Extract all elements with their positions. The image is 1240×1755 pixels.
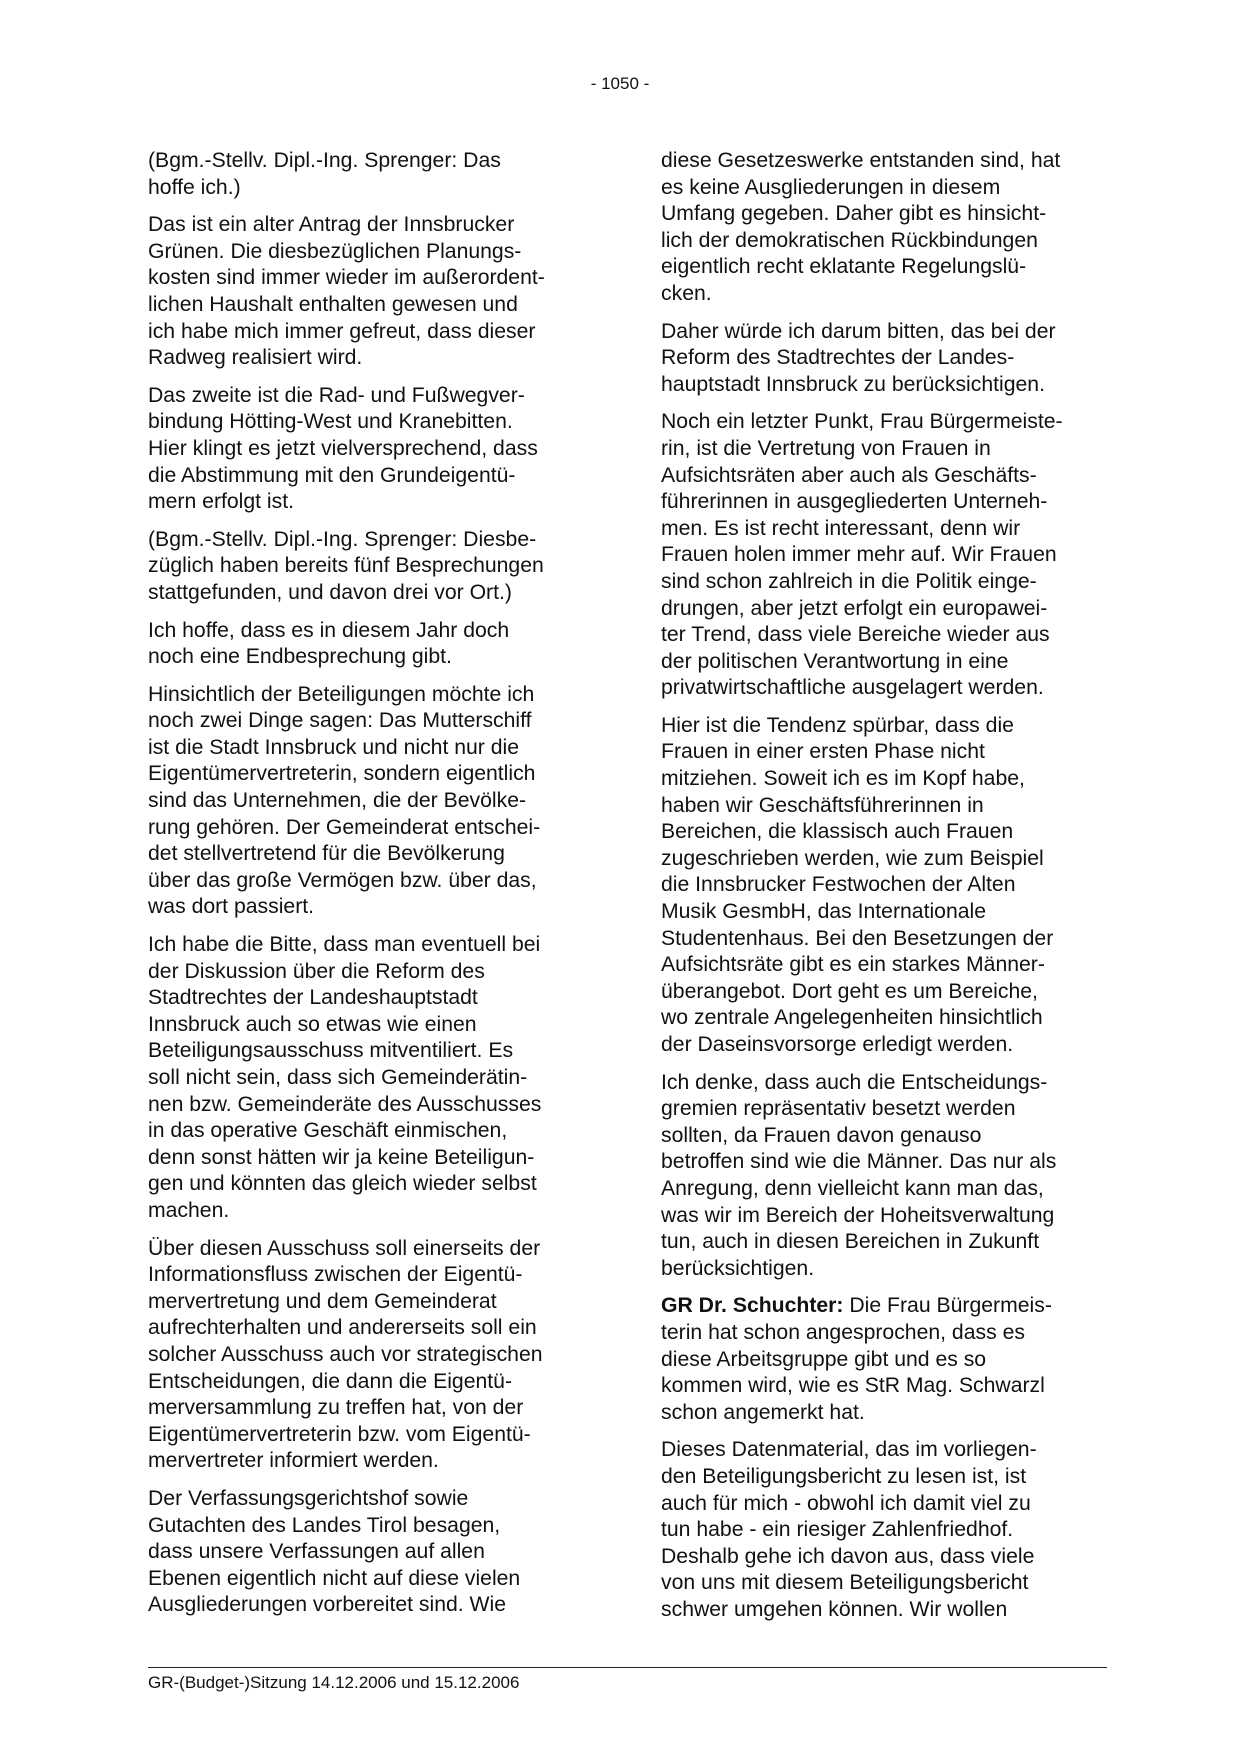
- text-line: Hier ist die Tendenz spürbar, dass die: [661, 713, 1014, 737]
- text-line: aufrechterhalten und andererseits soll ein: [148, 1316, 537, 1340]
- text-line: sind schon zahlreich in die Politik einge-: [661, 569, 1037, 593]
- text-line: Ausgliederungen vorbereitet sind. Wie: [148, 1593, 507, 1617]
- paragraph: [661, 713, 1101, 1059]
- text-line: mern erfolgt ist.: [148, 490, 295, 514]
- paragraph: [148, 383, 588, 516]
- paragraph: [148, 618, 588, 671]
- text-line: Entscheidungen, die dann die Eigentü-: [148, 1369, 512, 1393]
- text-line: tun habe - ein riesiger Zahlenfriedhof.: [661, 1518, 1014, 1542]
- text-line: kosten sind immer wieder im außerordent-: [148, 266, 545, 290]
- paragraph: [148, 1236, 588, 1475]
- text-line: hoffe ich.): [148, 175, 241, 199]
- text-line: Stadtrechtes der Landeshauptstadt: [148, 986, 478, 1010]
- text-line: Noch ein letzter Punkt, Frau Bürgermeiste-: [661, 410, 1063, 434]
- text-line: Hier klingt es jetzt vielversprechend, dass: [148, 436, 538, 460]
- text-line: nen bzw. Gemeinderäte des Ausschusses: [148, 1092, 542, 1116]
- text-line: Hinsichtlich der Beteiligungen möchte ich: [148, 682, 535, 706]
- text-line: betroffen sind wie die Männer. Das nur als: [661, 1150, 1057, 1174]
- text-line: Reform des Stadtrechtes der Landes-: [661, 346, 1015, 370]
- text-line: Ebenen eigentlich nicht auf diese vielen: [148, 1566, 521, 1590]
- text-line: Beteiligungsausschuss mitventiliert. Es: [148, 1039, 514, 1063]
- text-line: was dort passiert.: [148, 895, 315, 919]
- text-line: Umfang gegeben. Daher gibt es hinsicht-: [661, 202, 1047, 226]
- text-line: sind das Unternehmen, die der Bevölke-: [148, 789, 527, 813]
- text-line: schon angemerkt hat.: [661, 1400, 865, 1424]
- text-line: Bereichen, die klassisch auch Frauen: [661, 820, 1014, 844]
- paragraph: [661, 1070, 1101, 1283]
- text-line: merversammlung zu treffen hat, von der: [148, 1396, 524, 1420]
- text-line: führerinnen in ausgegliederten Unterneh-: [661, 490, 1048, 514]
- text-line: schwer umgehen können. Wir wollen: [661, 1597, 1008, 1621]
- text-line: terin hat schon angesprochen, dass es: [661, 1320, 1025, 1344]
- text-line: denn sonst hätten wir ja keine Beteiligun-: [148, 1145, 535, 1169]
- text-line: Innsbruck auch so etwas wie einen: [148, 1012, 477, 1036]
- text-line: diese Arbeitsgruppe gibt und es so: [661, 1347, 987, 1371]
- text-line: Eigentümervertreterin, sondern eigentlich: [148, 762, 536, 786]
- text-line: sollten, da Frauen davon genauso: [661, 1123, 982, 1147]
- left-column: [148, 148, 588, 1630]
- text-line: Über diesen Ausschuss soll einerseits der: [148, 1236, 541, 1260]
- text-line: die Innsbrucker Festwochen der Alten: [661, 873, 1016, 897]
- text-line: soll nicht sein, dass sich Gemeinderätin-: [148, 1066, 528, 1089]
- text-line: hauptstadt Innsbruck zu berücksichtigen.: [661, 372, 1045, 396]
- text-line: Gutachten des Landes Tirol besagen,: [148, 1513, 501, 1537]
- text-line: eigentlich recht eklatante Regelungslü-: [661, 255, 1027, 279]
- paragraph: [661, 148, 1101, 308]
- text-line: tun, auch in diesen Bereichen in Zukunft: [661, 1230, 1040, 1254]
- paragraph: [661, 1437, 1101, 1623]
- text-line: Das zweite ist die Rad- und Fußwegver-: [148, 383, 525, 407]
- text-line: (Bgm.-Stellv. Dipl.-Ing. Sprenger: Das: [148, 149, 501, 172]
- text-line: dass unsere Verfassungen auf allen: [148, 1540, 485, 1564]
- text-line: rung gehören. Der Gemeinderat entschei-: [148, 815, 541, 839]
- text-line: Musik GesmbH, das Internationale: [661, 900, 987, 924]
- text-line: Anregung, denn vielleicht kann man das,: [661, 1176, 1044, 1200]
- speaker-text: Die Frau Bürgermeis-: [843, 1294, 1052, 1318]
- text-line: Grünen. Die diesbezüglichen Planungs-: [148, 239, 522, 263]
- text-line: mervertretung und dem Gemeinderat: [148, 1289, 497, 1313]
- text-line: ter Trend, dass viele Bereiche wieder aus: [661, 623, 1050, 647]
- speaker-name: GR Dr. Schuchter:: [661, 1294, 844, 1318]
- text-line: Dieses Datenmaterial, das im vorliegen-: [661, 1438, 1037, 1462]
- text-line: Ich habe die Bitte, dass man eventuell bei: [148, 933, 541, 957]
- text-line: über das große Vermögen bzw. über das,: [148, 868, 537, 892]
- text-line: Eigentümervertreterin bzw. vom Eigentü-: [148, 1422, 531, 1446]
- text-line: lichen Haushalt enthalten gewesen und: [148, 292, 518, 316]
- text-line: der Daseinsvorsorge erledigt werden.: [661, 1033, 1014, 1056]
- text-line: gen und könnten das gleich wieder selbst: [148, 1172, 537, 1196]
- text-line: Radweg realisiert wird.: [148, 346, 363, 370]
- text-line: der Diskussion über die Reform des: [148, 959, 485, 983]
- text-line: Studentenhaus. Bei den Besetzungen der: [661, 926, 1054, 950]
- paragraph: [148, 932, 588, 1225]
- text-line: Das ist ein alter Antrag der Innsbrucker: [148, 213, 515, 237]
- paragraph: [148, 212, 588, 372]
- text-line: stattgefunden, und davon drei vor Ort.): [148, 580, 512, 604]
- text-line: ist die Stadt Innsbruck und nicht nur die: [148, 735, 519, 759]
- paragraph: [148, 527, 588, 607]
- text-line: Frauen in einer ersten Phase nicht: [661, 740, 985, 764]
- text-line: det stellvertretend für die Bevölkerung: [148, 842, 505, 866]
- text-line: diese Gesetzeswerke entstanden sind, hat: [661, 149, 1061, 172]
- text-line: (Bgm.-Stellv. Dipl.-Ing. Sprenger: Diesbe-: [148, 527, 537, 551]
- text-line: solcher Ausschuss auch vor strategischen: [148, 1342, 543, 1366]
- text-line: zugeschrieben werden, wie zum Beispiel: [661, 846, 1044, 870]
- text-line: noch zwei Dinge sagen: Das Mutterschiff: [148, 709, 532, 733]
- text-line: mervertreter informiert werden.: [148, 1449, 439, 1473]
- text-line: auch für mich - obwohl ich damit viel zu: [661, 1491, 1031, 1515]
- text-line: den Beteiligungsbericht zu lesen ist, ist: [661, 1464, 1027, 1488]
- text-line: ich habe mich immer gefreut, dass dieser: [148, 319, 536, 343]
- text-line: kommen wird, wie es StR Mag. Schwarzl: [661, 1374, 1045, 1398]
- paragraph: [661, 1293, 1101, 1426]
- text-line: der politischen Verantwortung in eine: [661, 649, 1009, 673]
- text-line: wo zentrale Angelegenheiten hinsichtlich: [661, 1006, 1043, 1030]
- text-line: gremien repräsentativ besetzt werden: [661, 1097, 1016, 1121]
- text-line: was wir im Bereich der Hoheitsverwaltung: [661, 1203, 1055, 1227]
- text-line: Deshalb gehe ich davon aus, dass viele: [661, 1544, 1035, 1568]
- paragraph: [661, 319, 1101, 399]
- text-line: Frauen holen immer mehr auf. Wir Frauen: [661, 543, 1057, 567]
- text-line: haben wir Geschäftsführerinnen in: [661, 793, 984, 817]
- text-line: Ich denke, dass auch die Entscheidungs-: [661, 1070, 1048, 1094]
- footer-divider: [148, 1667, 1107, 1668]
- text-line: Daher würde ich darum bitten, das bei der: [661, 319, 1056, 343]
- text-line: die Abstimmung mit den Grundeigentü-: [148, 463, 516, 487]
- text-line: berücksichtigen.: [661, 1256, 815, 1280]
- text-line: rin, ist die Vertretung von Frauen in: [661, 436, 991, 460]
- right-column: [661, 148, 1101, 1634]
- paragraph: [661, 409, 1101, 702]
- paragraph: [148, 1486, 588, 1619]
- text-line: Der Verfassungsgerichtshof sowie: [148, 1486, 469, 1510]
- text-line: Informationsfluss zwischen der Eigentü-: [148, 1263, 523, 1287]
- text-line: überangebot. Dort geht es um Bereiche,: [661, 979, 1038, 1003]
- text-line: züglich haben bereits fünf Besprechungen: [148, 554, 544, 578]
- footer-session-info: GR-(Budget-)Sitzung 14.12.2006 und 15.12.2006: [148, 1673, 520, 1692]
- text-line: von uns mit diesem Beteiligungsbericht: [661, 1571, 1029, 1595]
- text-line: cken.: [661, 281, 712, 305]
- text-line: lich der demokratischen Rückbindungen: [661, 228, 1038, 252]
- text-line: drungen, aber jetzt erfolgt ein europawei-: [661, 596, 1048, 620]
- text-line: men. Es ist recht interessant, denn wir: [661, 516, 1021, 540]
- page-number: - 1050 -: [590, 74, 650, 93]
- paragraph: [148, 682, 588, 921]
- text-line: mitziehen. Soweit ich es im Kopf habe,: [661, 767, 1025, 791]
- text-line: privatwirtschaftliche ausgelagert werden.: [661, 676, 1044, 700]
- text-line: in das operative Geschäft einmischen,: [148, 1119, 508, 1143]
- text-line: bindung Hötting-West und Kranebitten.: [148, 410, 513, 434]
- text-line: machen.: [148, 1198, 230, 1222]
- text-line: es keine Ausgliederungen in diesem: [661, 175, 1001, 199]
- text-line: noch eine Endbesprechung gibt.: [148, 645, 452, 669]
- text-line: Aufsichtsräten aber auch als Geschäfts-: [661, 463, 1037, 487]
- paragraph: [148, 148, 588, 201]
- text-line: [661, 1293, 1101, 1320]
- text-line: Ich hoffe, dass es in diesem Jahr doch: [148, 618, 510, 642]
- text-line: Aufsichtsräte gibt es ein starkes Männer-: [661, 953, 1045, 977]
